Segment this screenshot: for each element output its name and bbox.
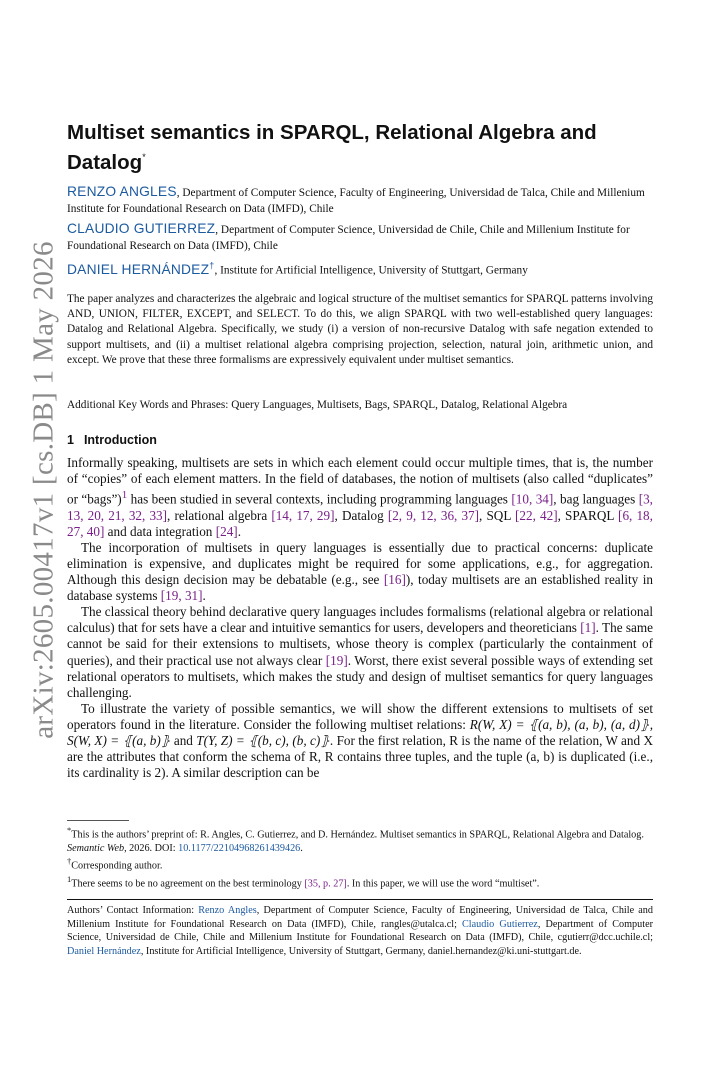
footnote-corresponding: †Corresponding author. bbox=[67, 856, 163, 872]
paragraph-1: Informally speaking, multisets are sets in which each element could occur multiple times, that is, the number of “copies” of each element matters. In the field of databases, the notion of multisets (also called “duplicates” or “bags”)$^1$ has been studied in several contexts, including programming languages [10, 34], bag languages [3, 13, 20, 21, 32, 33], relational algebra [14, 17, 29], Datalog [2, 9, 12, 36, 37], SQL [22, 42], SPARQL [6, 18, 27, 40] and data integration [24]. bbox=[67, 455, 653, 539]
keywords: Additional Key Words and Phrases: Query Languages, Multisets, Bags, SPARQL, Datalog, Relational Algebra bbox=[67, 399, 568, 411]
author-link[interactable]: Renzo Angles bbox=[198, 905, 257, 916]
author-affiliation: , Institute for Artificial Intelligence, University of Stuttgart, Germany bbox=[214, 264, 528, 277]
citation-link[interactable]: [16] bbox=[383, 572, 406, 588]
contact-divider bbox=[67, 899, 653, 900]
citation-link[interactable]: [14, 17, 29] bbox=[271, 507, 335, 523]
citation-link[interactable]: [19, 31] bbox=[160, 588, 203, 604]
footnotes bbox=[67, 824, 653, 891]
citation-link[interactable]: [2, 9, 12, 36, 37] bbox=[387, 507, 480, 523]
footnote-ref[interactable]: 1 bbox=[121, 489, 128, 502]
author-link[interactable]: Daniel Hernández bbox=[67, 945, 141, 957]
math-expression: T(Y, Z) = ⦃(b, c), (b, c)⦄ bbox=[196, 732, 330, 748]
author-affiliation: , Department of Computer Science, Faculty of Engineering, Universidad de Talca, Chile and Millenium Institute for Foundational Research on Data (IMFD), Chile bbox=[67, 187, 645, 215]
section-title: Introduction bbox=[83, 433, 157, 447]
section-number: 1 bbox=[67, 433, 74, 447]
paragraph-3: The classical theory behind declarative query languages includes formalisms (relational algebra or relational calculus) that for sets have a clear and intuitive semantics for users, developers and theoreticians [1]. The same cannot be said for their extensions to multisets, whose theory is complex (particularly the containment of queries), and their practical use not always clear [19]. Worst, there exist several possible ways of extending set relational operators to multisets, which makes the study and design of multiset semantics for query languages challenging. bbox=[67, 604, 653, 700]
citation-link[interactable]: [1] bbox=[580, 620, 596, 636]
author-name: CLAUDIO GUTIERREZ bbox=[67, 221, 216, 236]
footnote-divider bbox=[67, 820, 129, 821]
math-expression: R(W, X) = ⦃(a, b), (a, b), (a, d)⦄, S(W, X) = ⦃(a, b)⦄ bbox=[67, 716, 654, 748]
citation-link[interactable]: [35, p. 27] bbox=[304, 878, 347, 890]
citation-link[interactable]: [19] bbox=[325, 652, 348, 668]
author-2 bbox=[67, 221, 653, 254]
section-heading bbox=[67, 433, 157, 447]
title-footnote-mark: * bbox=[142, 152, 146, 162]
author-affiliation: , Department of Computer Science, Universidad de Chile, Chile and Millenium Institute for Foundational Research on Data (IMFD), Chile bbox=[67, 224, 630, 252]
arxiv-identifier-stamp: arXiv:2605.00417v1 [cs.DB] 1 May 2026 bbox=[27, 241, 60, 739]
footnote-terminology: $^1$There seems to be no agreement on the best terminology [35, p. 27]. In this paper, we will use the word “multiset”. bbox=[67, 874, 540, 890]
citation-link[interactable]: [10, 34] bbox=[511, 491, 554, 507]
citation-link[interactable]: [3, 13, 20, 21, 32, 33] bbox=[67, 491, 653, 523]
citation-link[interactable]: [6, 18, 27, 40] bbox=[67, 507, 653, 539]
author-link[interactable]: Claudio Gutierrez bbox=[462, 918, 538, 930]
footnote-preprint: *This is the authors’ preprint of: R. Angles, C. Gutierrez, and D. Hernández. Multiset semantics in SPARQL, Relational Algebra and Datalog. Semantic Web, 2026. DOI: 10.1177/22104968261439426. bbox=[67, 825, 644, 854]
citation-link[interactable]: [22, 42] bbox=[515, 507, 558, 523]
citation-link[interactable]: [24] bbox=[215, 523, 238, 539]
doi-link[interactable]: 10.1177/22104968261439426 bbox=[178, 842, 301, 854]
author-name: RENZO ANGLES bbox=[67, 184, 177, 199]
author-list bbox=[67, 184, 653, 283]
introduction-body bbox=[67, 455, 653, 781]
paragraph-4: To illustrate the variety of possible semantics, we will show the different extensions to multisets of set operators found in the literature. Consider the following multiset relations: R(W, X) = ⦃(a, b), (a, b), (a, d)⦄, S(W, X) = ⦃(a, b)⦄ and T(Y, Z) = ⦃(b, c), (b, c)⦄. For the first relation, R is the name of the relation, W and X are the attributes that conform the schema of R, R contains three tuples, and the tuple (a, b) is duplicated (i.e., its cardinality is 2). A similar description can be bbox=[67, 700, 654, 781]
author-3 bbox=[67, 258, 653, 279]
author-name: DANIEL HERNÁNDEZ† bbox=[67, 260, 215, 277]
author-1 bbox=[67, 184, 653, 217]
abstract: The paper analyzes and characterizes the algebraic and logical structure of the multiset semantics for SPARQL patterns involving AND, UNION, FILTER, EXCEPT, and SELECT. To do this, we align SPARQL with two well-established query languages: Datalog and Relational Algebra. Specifically, we study (i) a version of non-recursive Datalog with safe negation extended to support multisets, and (ii) a multiset relational algebra comprising projection, selection, natural join, arithmetic union, and except. We prove that these three formalisms are expressively equivalent under multiset semantics. bbox=[67, 293, 653, 366]
author-contact-information: Authors’ Contact Information: Renzo Angles, Department of Computer Science, Faculty of Engineering, Universidad de Talca, Chile and Millenium Institute for Foundational Research on Data (IMFD), Chile, rangles@utalca.cl; Claudio Gutierrez, Department of Computer Science, Universidad de Chile, Chile and Millenium Institute for Foundational Research on Data (IMFD), Chile, cgutierr@dcc.uchile.cl; Daniel Hernández, Institute for Artificial Intelligence, University of Stuttgart, Germany, daniel.hernandez@ki.uni-stuttgart.de. bbox=[67, 905, 653, 957]
paper-title: Multiset semantics in SPARQL, Relational Algebra and Datalog* bbox=[67, 121, 597, 174]
paragraph-2: The incorporation of multisets in query languages is essentially due to practical concerns: duplicate elimination is expensive, and duplicates might be required for some applications, e.g., for aggregation. Although this design decision may be debatable (e.g., see [16]), today multisets are an established reality in database systems [19, 31]. bbox=[67, 539, 653, 604]
